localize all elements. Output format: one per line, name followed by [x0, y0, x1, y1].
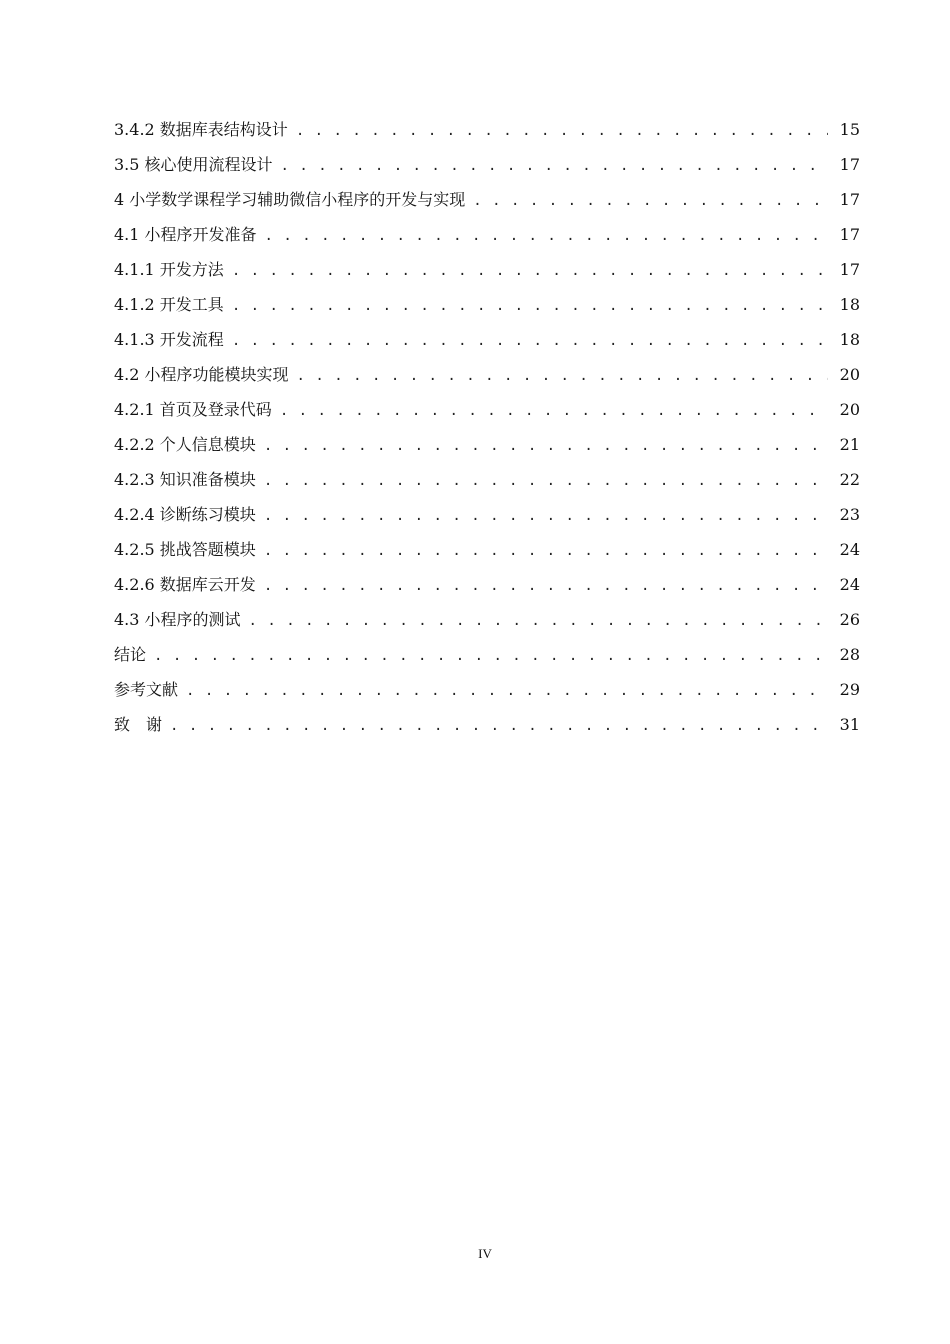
toc-leader-dots [264, 534, 828, 569]
toc-entry-page: 29 [839, 680, 860, 699]
toc-entry-title: 4.1 小程序开发准备 [114, 225, 257, 244]
toc-entry[interactable] [114, 252, 860, 287]
toc-entry-page: 31 [839, 715, 860, 734]
toc-entry-title: 4.2.4 诊断练习模块 [114, 505, 256, 524]
toc-leader-dots [232, 254, 828, 289]
toc-entry[interactable] [114, 392, 860, 427]
toc-entry[interactable] [114, 532, 860, 567]
toc-entry-page: 20 [839, 365, 860, 384]
toc-entry[interactable] [114, 217, 860, 252]
toc-leader-dots [264, 499, 828, 534]
toc-leader-dots [249, 604, 828, 639]
toc-entry-page: 15 [839, 120, 860, 139]
toc-entry[interactable] [114, 497, 860, 532]
toc-entry[interactable] [114, 462, 860, 497]
toc-entry-title: 参考文献 [114, 680, 179, 699]
toc-leader-dots [232, 324, 828, 359]
toc-entry[interactable] [114, 287, 860, 322]
toc-entry-page: 17 [839, 225, 860, 244]
toc-entry-page: 17 [839, 260, 860, 279]
table-of-contents [114, 112, 860, 742]
toc-entry[interactable] [114, 322, 860, 357]
toc-entry-title: 4.2.1 首页及登录代码 [114, 400, 272, 419]
toc-leader-dots [264, 429, 828, 464]
toc-entry-title: 3.5 核心使用流程设计 [114, 155, 273, 174]
toc-leader-dots [296, 114, 828, 149]
toc-entry[interactable] [114, 567, 860, 602]
page-number: IV [478, 1246, 492, 1261]
toc-entry-page: 20 [839, 400, 860, 419]
toc-entry[interactable] [114, 427, 860, 462]
toc-entry[interactable] [114, 672, 860, 707]
toc-entry[interactable] [114, 182, 860, 217]
toc-entry-title: 致 谢 [114, 715, 163, 734]
toc-leader-dots [264, 464, 828, 499]
toc-entry[interactable] [114, 707, 860, 742]
toc-entry-page: 26 [839, 610, 860, 629]
toc-entry-page: 22 [839, 470, 860, 489]
toc-entry[interactable] [114, 112, 860, 147]
toc-entry-title: 4.2.6 数据库云开发 [114, 575, 256, 594]
toc-entry-page: 23 [839, 505, 860, 524]
toc-entry-page: 17 [839, 190, 860, 209]
toc-leader-dots [170, 709, 828, 744]
toc-entry-page: 28 [839, 645, 860, 664]
toc-entry-title: 4.2.5 挑战答题模块 [114, 540, 256, 559]
toc-leader-dots [154, 639, 828, 674]
toc-entry-title: 3.4.2 数据库表结构设计 [114, 120, 288, 139]
toc-entry-title: 4.1.1 开发方法 [114, 260, 224, 279]
toc-entry-title: 4.3 小程序的测试 [114, 610, 241, 629]
toc-entry-page: 18 [839, 330, 860, 349]
toc-entry-title: 4.2.3 知识准备模块 [114, 470, 256, 489]
toc-entry-title: 4.1.2 开发工具 [114, 295, 224, 314]
toc-entry-page: 17 [839, 155, 860, 174]
toc-entry[interactable] [114, 602, 860, 637]
toc-entry-title: 4.2 小程序功能模块实现 [114, 365, 289, 384]
toc-leader-dots [280, 394, 828, 429]
toc-entry-title: 结论 [114, 645, 147, 664]
toc-leader-dots [265, 219, 828, 254]
toc-entry-page: 21 [839, 435, 860, 454]
toc-leader-dots [232, 289, 828, 324]
toc-entry-page: 24 [839, 540, 860, 559]
toc-entry-title: 4.1.3 开发流程 [114, 330, 224, 349]
toc-entry[interactable] [114, 637, 860, 672]
toc-leader-dots [473, 184, 827, 219]
toc-leader-dots [186, 674, 828, 709]
toc-entry[interactable] [114, 357, 860, 392]
toc-leader-dots [297, 359, 828, 394]
toc-entry-page: 18 [839, 295, 860, 314]
toc-entry-title: 4.2.2 个人信息模块 [114, 435, 256, 454]
toc-leader-dots [281, 149, 828, 184]
toc-entry-title: 4 小学数学课程学习辅助微信小程序的开发与实现 [114, 190, 466, 209]
toc-entry[interactable] [114, 147, 860, 182]
toc-leader-dots [264, 569, 828, 604]
toc-entry-page: 24 [839, 575, 860, 594]
